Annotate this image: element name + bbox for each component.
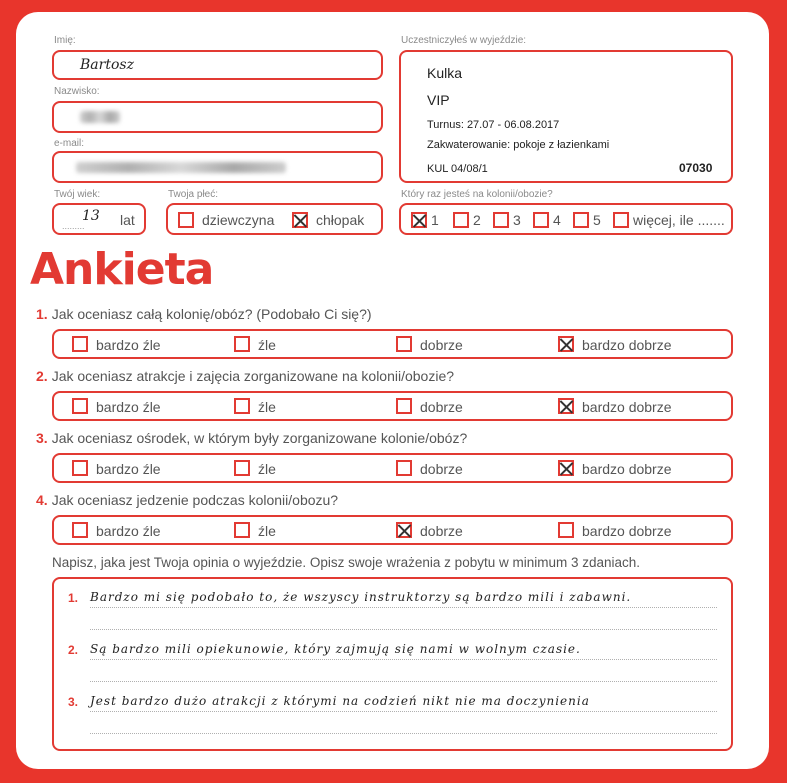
gender-checkbox-boy[interactable] <box>292 212 308 228</box>
question-number: 3. <box>36 430 48 446</box>
opinion-number: 1. <box>68 591 79 605</box>
question-text: Jak oceniasz jedzenie podczas kolonii/obozu? <box>51 492 339 508</box>
opinion-line <box>90 733 717 734</box>
answer-checkbox[interactable] <box>234 398 250 414</box>
answer-label: źle <box>258 337 276 353</box>
which-time-checkbox-more[interactable] <box>613 212 629 228</box>
answer-checkbox[interactable] <box>234 522 250 538</box>
answer-label: źle <box>258 461 276 477</box>
which-time-label: Który raz jesteś na kolonii/obozie? <box>401 189 553 200</box>
answer-checkbox[interactable] <box>72 336 88 352</box>
name-label: Imię: <box>54 35 76 46</box>
answer-checkbox[interactable] <box>558 460 574 476</box>
question-text: Jak oceniasz całą kolonię/obóz? (Podobało Ci się?) <box>51 306 372 322</box>
email-label: e-mail: <box>54 138 85 149</box>
age-field[interactable] <box>52 203 146 235</box>
opinion-line <box>90 607 717 608</box>
answer-checkbox[interactable] <box>234 460 250 476</box>
trip-number: 07030 <box>679 161 713 175</box>
answer-checkbox[interactable] <box>396 398 412 414</box>
opinion-line <box>90 659 717 660</box>
age-unit: lat <box>120 212 135 228</box>
email-redacted <box>76 162 286 173</box>
survey-title: Ankieta <box>30 244 214 295</box>
which-time-option-5: 5 <box>593 212 601 228</box>
trip-turnus: Turnus: 27.07 - 06.08.2017 <box>427 119 560 131</box>
question-3-answers <box>52 453 733 483</box>
trip-name: Kulka <box>427 65 463 81</box>
answer-checkbox[interactable] <box>72 460 88 476</box>
opinion-number: 2. <box>68 643 79 657</box>
question-4-answers <box>52 515 733 545</box>
answer-checkbox[interactable] <box>558 398 574 414</box>
which-time-option-2: 2 <box>473 212 481 228</box>
which-time-option-4: 4 <box>553 212 561 228</box>
which-time-checkbox-4[interactable] <box>533 212 549 228</box>
answer-checkbox[interactable] <box>72 522 88 538</box>
answer-label: dobrze <box>420 399 463 415</box>
which-time-checkbox-1[interactable] <box>411 212 427 228</box>
opinion-box[interactable] <box>52 577 733 751</box>
which-time-checkbox-5[interactable] <box>573 212 589 228</box>
question-2 <box>36 368 454 384</box>
name-value: Bartosz <box>80 57 134 73</box>
which-time-checkbox-2[interactable] <box>453 212 469 228</box>
answer-label: źle <box>258 399 276 415</box>
answer-checkbox[interactable] <box>396 336 412 352</box>
trip-accommodation: Zakwaterowanie: pokoje z łazienkami <box>427 139 610 151</box>
which-time-option-1: 1 <box>431 212 439 228</box>
trip-info-box <box>399 50 733 183</box>
opinion-text: Są bardzo mili opiekunowie, który zajmują się nami w wolnym czasie. <box>90 642 581 656</box>
which-time-option-3: 3 <box>513 212 521 228</box>
question-1 <box>36 306 372 322</box>
answer-label: dobrze <box>420 523 463 539</box>
surname-redacted <box>80 111 120 123</box>
which-time-option-more: więcej, ile ....... <box>633 212 725 228</box>
answer-label: bardzo źle <box>96 523 161 539</box>
answer-label: bardzo źle <box>96 337 161 353</box>
question-number: 4. <box>36 492 48 508</box>
question-2-answers <box>52 391 733 421</box>
trip-variant: VIP <box>427 92 450 108</box>
answer-label: bardzo źle <box>96 461 161 477</box>
email-field[interactable] <box>52 151 383 183</box>
gender-field <box>166 203 383 235</box>
opinion-line <box>90 629 717 630</box>
answer-checkbox[interactable] <box>558 336 574 352</box>
which-time-field <box>399 203 733 235</box>
answer-checkbox[interactable] <box>234 336 250 352</box>
question-number: 1. <box>36 306 48 322</box>
opinion-line <box>90 711 717 712</box>
question-number: 2. <box>36 368 48 384</box>
which-time-checkbox-3[interactable] <box>493 212 509 228</box>
question-text: Jak oceniasz atrakcje i zajęcia zorganizowane na kolonii/obozie? <box>51 368 455 384</box>
answer-label: bardzo dobrze <box>582 523 672 539</box>
answer-label: bardzo dobrze <box>582 399 672 415</box>
opinion-prompt: Napisz, jaka jest Twoja opinia o wyjeździe. Opisz swoje wrażenia z pobytu w minimum 3 zdaniach. <box>52 555 641 570</box>
question-4 <box>36 492 338 508</box>
question-text: Jak oceniasz ośrodek, w którym były zorganizowane kolonie/obóz? <box>51 430 468 446</box>
surname-field[interactable] <box>52 101 383 133</box>
question-3 <box>36 430 467 446</box>
answer-label: bardzo źle <box>96 399 161 415</box>
answer-label: dobrze <box>420 337 463 353</box>
answer-label: dobrze <box>420 461 463 477</box>
opinion-line <box>90 681 717 682</box>
answer-checkbox[interactable] <box>396 522 412 538</box>
answer-checkbox[interactable] <box>396 460 412 476</box>
gender-option-girl: dziewczyna <box>202 212 275 228</box>
age-value: 13 <box>82 208 100 224</box>
answer-checkbox[interactable] <box>72 398 88 414</box>
gender-label: Twoja płeć: <box>168 189 219 200</box>
age-dots: ......... <box>62 221 85 231</box>
opinion-text: Jest bardzo dużo atrakcji z którymi na codzień nikt nie ma doczynienia <box>90 694 590 708</box>
question-1-answers <box>52 329 733 359</box>
answer-checkbox[interactable] <box>558 522 574 538</box>
trip-code: KUL 04/08/1 <box>427 163 488 175</box>
answer-label: źle <box>258 523 276 539</box>
surname-label: Nazwisko: <box>54 86 100 97</box>
age-label: Twój wiek: <box>54 189 101 200</box>
gender-option-boy: chłopak <box>316 212 365 228</box>
opinion-number: 3. <box>68 695 79 709</box>
answer-label: bardzo dobrze <box>582 337 672 353</box>
trip-label: Uczestniczyłeś w wyjeździe: <box>401 35 527 46</box>
name-field[interactable] <box>52 50 383 80</box>
answer-label: bardzo dobrze <box>582 461 672 477</box>
gender-checkbox-girl[interactable] <box>178 212 194 228</box>
opinion-text: Bardzo mi się podobało to, że wszyscy instruktorzy są bardzo mili i zabawni. <box>90 590 632 604</box>
